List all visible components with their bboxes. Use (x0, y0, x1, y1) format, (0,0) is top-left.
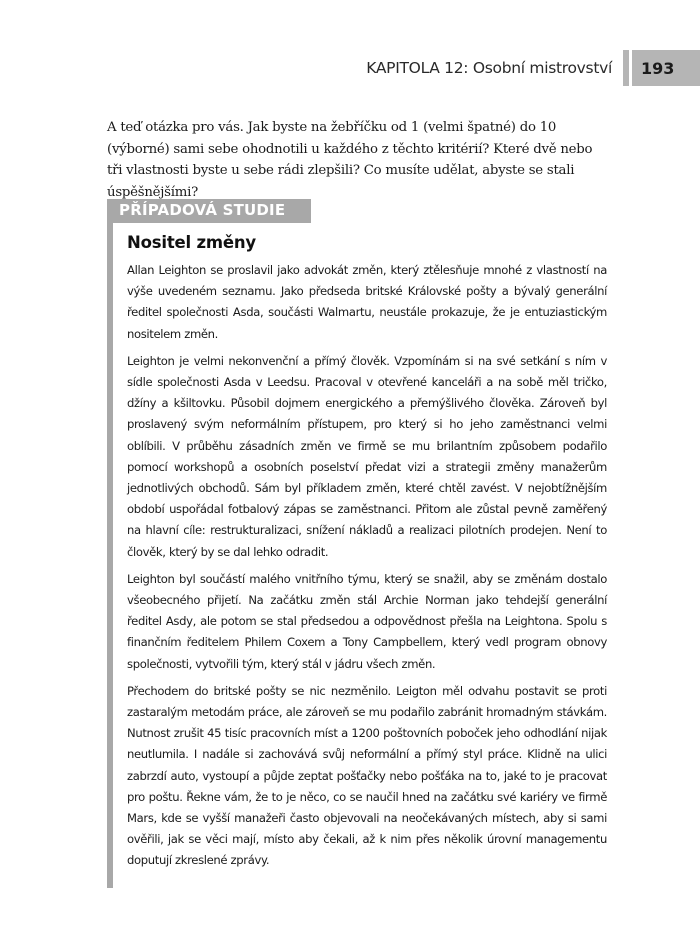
case-study-title: Nositel změny (127, 233, 256, 252)
case-study-label: PŘÍPADOVÁ STUDIE (119, 201, 286, 219)
header-divider (623, 50, 629, 86)
page-number: 193 (641, 58, 675, 78)
case-study-body (107, 223, 607, 888)
case-study-paragraph: Leighton je velmi nekonvenční a přímý člověk. Vzpomínám si na své setkání s ním v sídle společnosti Asda v Leedsu. Pracoval v otevřené kanceláři a na sobě měl tričko, džíny a kšiltovku. Působil dojmem energického a přemýšlivého člověka. Zároveň byl proslavený svým neformálním přístupem, pro který si ho jeho zaměstnanci velmi oblíbili. V průběhu zásadních změn ve firmě se mu brilantním způsobem podařilo pomocí workshopů a osobních poselství předat vizi a strategii změny manažerům jednotlivých obchodů. Sám byl příkladem změn, které chtěl zavést. V nejobtížnějším období uspořádal fotbalový zápas se zaměstnanci. Přitom ale zůstal pevně zaměřený na hlavní cíle: restrukturalizaci, snížení nákladů a realizaci pilotních prodejen. Není to člověk, který by se dal lehko odradit. (127, 353, 607, 559)
chapter-title: KAPITOLA 12: Osobní mistrovství (366, 59, 612, 77)
case-study-box (107, 199, 607, 888)
case-study-label-box (107, 199, 311, 223)
intro-paragraph: A teď otázka pro vás. Jak byste na žebříčku od 1 (velmi špatné) do 10 (výborné) sami sebe ohodnotili u každého z těchto kritérií? Které dvě nebo tři vlastnosti byste u sebe rádi zlepšili? Co musíte udělat, abyste se stali úspěšnějšími? (107, 120, 593, 200)
running-head (366, 50, 700, 86)
case-study-paragraph: Allan Leighton se proslavil jako advokát změn, který ztělesňuje mnohé z vlastností na výše uvedeném seznamu. Jako předseda britské Královské pošty a bývalý generální ředitel společnosti Asda, součásti Walmartu, neustále prokazuje, že je entuziastickým nositelem změn. (127, 263, 607, 341)
case-study-paragraph: Leighton byl součástí malého vnitřního týmu, který se snažil, aby se změnám dostalo všeobecného přijetí. Na začátku změn stál Archie Norman jako tehdejší generální ředitel Asdy, ale potom se stal předsedou a odpovědnost přešla na Leightona. Spolu s finančním ředitelem Philem Coxem a Tony Campbellem, který vedl program obnovy společnosti, vytvořili tým, který stál v jádru všech změn. (127, 571, 607, 671)
page-number-box (632, 50, 700, 86)
case-study-paragraph: Přechodem do britské pošty se nic nezměnilo. Leigton měl odvahu postavit se proti zastaralým metodám práce, ale zároveň se mu podařilo zabránit hromadným stávkám. Nutnost zrušit 45 tisíc pracovních míst a 1200 poštovních poboček jeho odhodlání nijak neutlumila. I nadále si zachovává svůj neformální a přímý styl práce. Klidně na ulici zabrzdí auto, vystoupí a půjde zeptat pošťačky nebo pošťáka na to, jaké to je pracovat pro poštu. Řekne vám, že to je něco, co se naučil hned na začátku své kariéry ve firmě Mars, kde se vyšší manažeři často objevovali na neočekávaných místech, aby si sami ověřili, jak se věci mají, místo aby čekali, až k nim přes několik úrovní managementu doputují zkreslené zprávy. (127, 683, 607, 868)
